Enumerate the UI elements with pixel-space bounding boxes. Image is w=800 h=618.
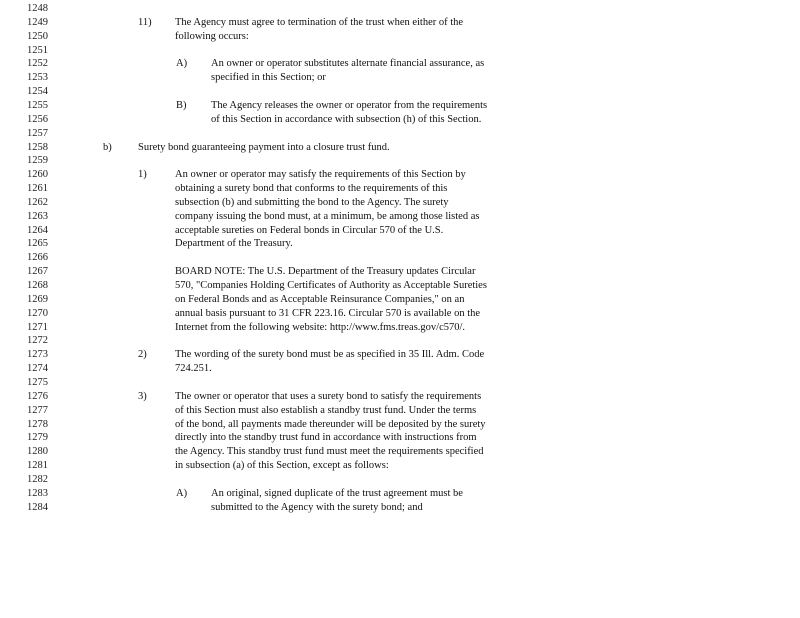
line-text: The wording of the surety bond must be as specified in 35 Ill. Adm. Code: [175, 349, 485, 361]
line-number: 1248: [27, 3, 48, 14]
line-number: 1276: [27, 390, 48, 402]
document-line: [0, 71, 800, 85]
line-number: 1279: [27, 432, 48, 444]
document-line: [0, 44, 800, 58]
line-text: of this Section in accordance with subsection (h) of this Section.: [211, 113, 482, 125]
line-text: An original, signed duplicate of the trust agreement must be: [211, 487, 463, 499]
list-label: B): [176, 99, 187, 111]
line-text: the Agency. This standby trust fund must meet the requirements specified: [175, 446, 484, 458]
line-text: acceptable sureties on Federal bonds in Circular 570 of the U.S.: [175, 224, 444, 236]
line-text: following occurs:: [175, 30, 249, 42]
list-label: A): [176, 58, 188, 70]
document-line: [0, 57, 800, 71]
line-number: 1263: [27, 210, 48, 222]
line-number: 1250: [27, 30, 48, 42]
line-number: 1249: [27, 16, 48, 28]
document-line: [0, 390, 800, 404]
list-label: 11): [138, 16, 152, 28]
list-label: 3): [138, 390, 147, 402]
line-number: 1278: [27, 418, 48, 430]
document-line: [0, 127, 800, 141]
line-number: 1256: [27, 113, 48, 125]
document-line: [0, 307, 800, 321]
line-number: 1265: [27, 238, 48, 250]
line-number: 1252: [27, 58, 48, 70]
line-number: 1272: [27, 335, 48, 347]
line-number: 1266: [27, 252, 48, 264]
line-number: 1284: [27, 501, 48, 513]
line-text: The Agency must agree to termination of the trust when either of the: [175, 16, 464, 28]
line-text: directly into the standby trust fund in accordance with instructions from: [175, 432, 477, 444]
line-number: 1264: [27, 224, 48, 236]
document-line: [0, 293, 800, 307]
list-label: b): [103, 141, 112, 153]
document-line: [0, 404, 800, 418]
line-number: 1282: [27, 473, 48, 485]
document-line: [0, 348, 800, 362]
document-line: [0, 362, 800, 376]
document-line: [0, 2, 800, 16]
line-text: submitted to the Agency with the surety bond; and: [211, 501, 423, 513]
line-number: 1270: [27, 307, 48, 319]
document-line: [0, 265, 800, 279]
line-text: An owner or operator may satisfy the requirements of this Section by: [175, 169, 466, 181]
line-number: 1257: [27, 127, 48, 139]
line-text: The owner or operator that uses a surety bond to satisfy the requirements: [175, 390, 482, 402]
document-line: [0, 85, 800, 99]
line-number: 1254: [27, 86, 48, 98]
line-number: 1271: [27, 321, 48, 333]
document-line: [0, 487, 800, 501]
line-number: 1280: [27, 446, 48, 458]
document-line: [0, 141, 800, 155]
document-line: [0, 210, 800, 224]
document-line: [0, 321, 800, 335]
line-number: 1260: [27, 169, 48, 181]
document-line: [0, 30, 800, 44]
document-line: [0, 196, 800, 210]
document-line: [0, 501, 800, 515]
line-number: 1258: [27, 141, 48, 153]
document-line: [0, 224, 800, 238]
list-label: 1): [138, 169, 147, 181]
line-number: 1251: [27, 44, 48, 56]
line-number: 1268: [27, 280, 48, 291]
line-text: BOARD NOTE: The U.S. Department of the Treasury updates Circular: [175, 266, 476, 278]
line-text: Surety bond guaranteeing payment into a closure trust fund.: [138, 141, 390, 153]
line-number: 1275: [27, 376, 48, 388]
list-label: 2): [138, 349, 147, 361]
line-text: company issuing the bond must, at a minimum, be among those listed as: [175, 210, 480, 222]
line-text: of this Section must also establish a standby trust fund. Under the terms: [175, 404, 477, 416]
line-number: 1255: [27, 99, 48, 111]
line-number: 1261: [27, 183, 48, 195]
line-number: 1259: [27, 155, 48, 167]
document-line: [0, 168, 800, 182]
line-number: 1281: [27, 460, 48, 472]
document-line: [0, 445, 800, 459]
document-line: [0, 473, 800, 487]
line-text: in subsection (a) of this Section, except as follows:: [175, 460, 389, 472]
line-text: of the bond, all payments made thereunder will be deposited by the surety: [175, 418, 486, 430]
line-text: on Federal Bonds and as Acceptable Reinsurance Companies," on an: [175, 293, 465, 305]
document-line: [0, 279, 800, 293]
document-line: [0, 237, 800, 251]
line-number: 1273: [27, 349, 48, 361]
line-text: specified in this Section; or: [211, 72, 326, 84]
line-number: 1269: [27, 293, 48, 305]
document-line: [0, 376, 800, 390]
line-text: An owner or operator substitutes alternate financial assurance, as: [211, 58, 485, 70]
line-number: 1274: [27, 363, 48, 375]
line-text: 724.251.: [175, 363, 212, 375]
line-number: 1267: [27, 266, 48, 278]
line-text: 570, "Companies Holding Certificates of Authority as Acceptable Sureties: [175, 280, 487, 291]
line-number: 1262: [27, 196, 48, 208]
document-line: [0, 113, 800, 127]
line-text: The Agency releases the owner or operator from the requirements: [211, 99, 488, 111]
line-text: annual basis pursuant to 31 CFR 223.16. Circular 570 is available on the: [175, 307, 481, 319]
document-line: [0, 16, 800, 30]
list-label: A): [176, 487, 188, 499]
line-number: 1277: [27, 404, 48, 416]
document-line: [0, 154, 800, 168]
document-line: [0, 334, 800, 348]
line-number: 1283: [27, 487, 48, 499]
line-number: 1253: [27, 72, 48, 84]
document-line: [0, 431, 800, 445]
line-text: Department of the Treasury.: [175, 238, 293, 250]
document-line: [0, 418, 800, 432]
document-line: [0, 251, 800, 265]
document-line: [0, 459, 800, 473]
line-text: obtaining a surety bond that conforms to the requirements of this: [175, 183, 448, 195]
line-text: subsection (b) and submitting the bond to the Agency. The surety: [175, 196, 449, 208]
line-text: Internet from the following website: http://www.fms.treas.gov/c570/.: [175, 321, 466, 333]
document-line: [0, 182, 800, 196]
document-line: [0, 99, 800, 113]
